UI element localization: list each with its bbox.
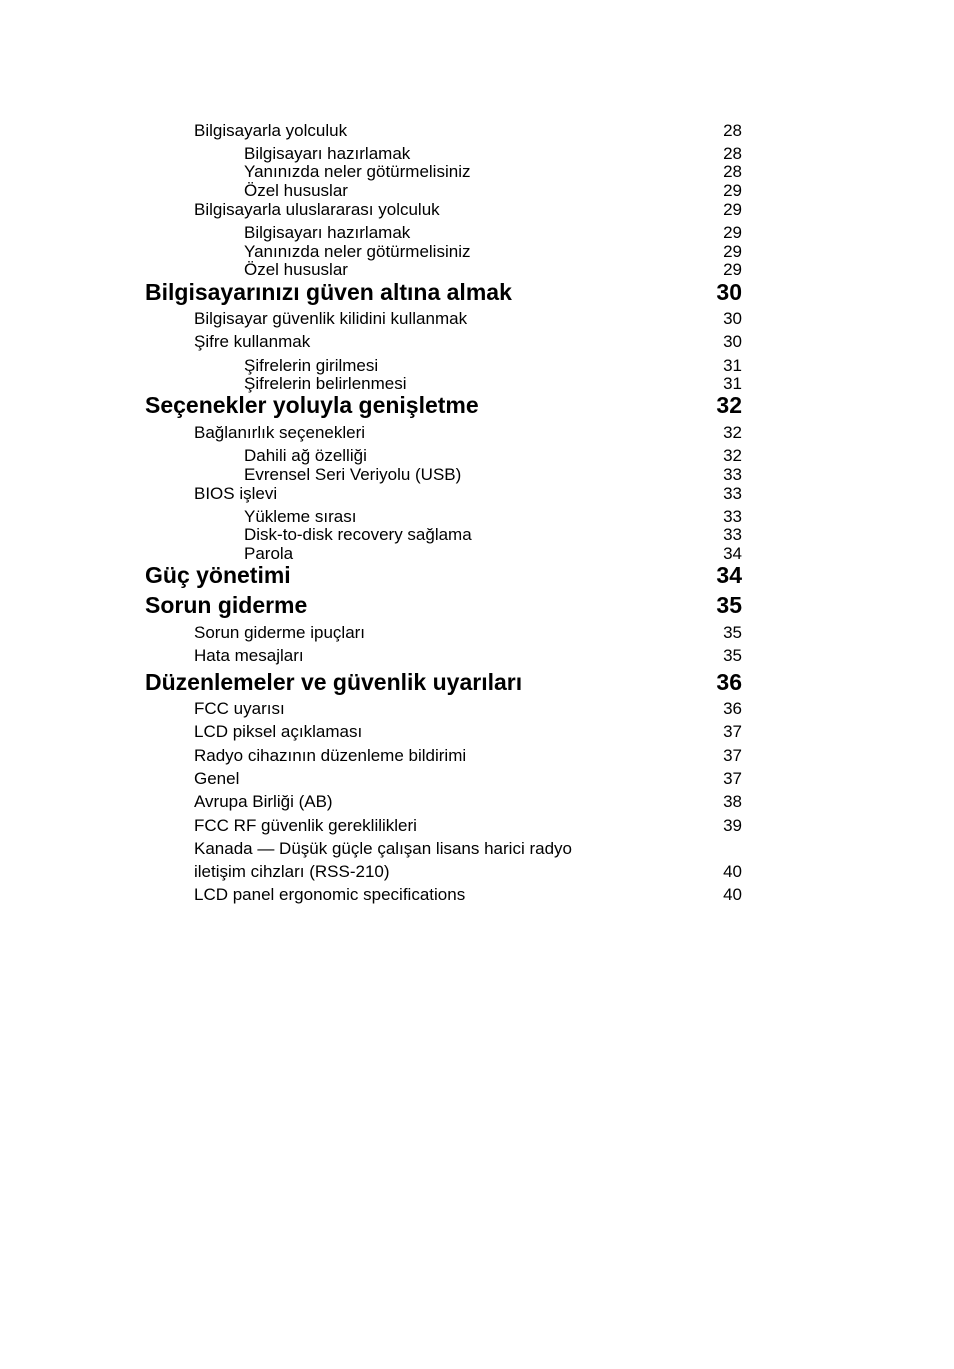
toc-entry-title: Hata mesajları [194,646,304,665]
toc-entry-title: Parola [244,544,294,563]
toc-entry-page: 37 [723,746,742,765]
toc-entry-title: FCC RF güvenlik gereklilikleri [194,816,417,835]
toc-section [194,484,742,504]
toc-section [194,423,742,443]
toc-entry-title: LCD panel ergonomic specifications [194,885,466,904]
toc-entry-page: 29 [723,223,742,242]
toc-subsection [244,242,742,262]
toc-entry-title: Sorun giderme [145,592,308,618]
toc-entry-page: 30 [723,309,742,328]
toc-entry-page: 37 [723,769,742,788]
toc-entry-title: Yükleme sırası [244,507,357,526]
toc-subsection [244,507,742,527]
toc-entry-title: Güç yönetimi [145,562,291,588]
toc-entry-page: 31 [723,356,742,375]
toc-entry-title: Genel [194,769,240,788]
toc-chapter [145,392,742,418]
toc-entry-page: 34 [723,544,742,563]
toc-entry-title: Evrensel Seri Veriyolu (USB) [244,465,462,484]
toc-section [194,862,742,882]
toc-subsection [244,465,742,485]
toc-entry-title: Sorun giderme ipuçları [194,623,366,642]
toc-section [194,646,742,666]
toc-entry-page: 33 [723,484,742,503]
toc-entry-title: Avrupa Birliği (AB) [194,792,333,811]
toc-section [194,699,742,719]
toc-entry-title: Özel hususlar [244,181,348,200]
toc-section [194,746,742,766]
toc-entry-page: 33 [723,507,742,526]
toc-entry-page: 34 [716,562,742,588]
toc-entry-page: 38 [723,792,742,811]
toc-entry-page: 37 [723,722,742,741]
toc-subsection [244,260,742,280]
toc-subsection [244,374,742,394]
toc-entry-title: Bilgisayar güvenlik kilidini kullanmak [194,309,468,328]
toc-subsection [244,144,742,164]
toc-chapter [145,562,742,588]
toc-entry-title: Radyo cihazının düzenleme bildirimi [194,746,467,765]
toc-entry-page: 32 [716,392,742,418]
toc-subsection [244,223,742,243]
toc-entry-page: 35 [723,646,742,665]
toc-entry-page: 39 [723,816,742,835]
toc-entry-page: 28 [723,144,742,163]
toc-subsection [244,446,742,466]
toc-chapter [145,669,742,695]
toc-chapter [145,592,742,618]
toc-entry-title: Yanınızda neler götürmelisiniz [244,242,471,261]
toc-entry-title: Bilgisayarla uluslararası yolculuk [194,200,440,219]
toc-entry-title: Kanada — Düşük güçle çalışan lisans harici radyo [194,839,572,858]
toc-section [194,200,742,220]
toc-entry-title: Dahili ağ özelliği [244,446,367,465]
toc-section [194,121,742,141]
toc-section [194,623,742,643]
toc-entry-title: Disk-to-disk recovery sağlama [244,525,472,544]
toc-entry-page: 32 [723,446,742,465]
toc-section [194,769,742,789]
toc-entry-title: Bilgisayarla yolculuk [194,121,348,140]
toc-entry-title: BIOS işlevi [194,484,278,503]
toc-chapter [145,279,742,305]
toc-entry-page: 33 [723,465,742,484]
toc-entry-page: 30 [723,332,742,351]
toc-section [194,722,742,742]
toc-section [194,309,742,329]
toc-entry-page: 29 [723,242,742,261]
toc-entry-page: 40 [723,885,742,904]
toc-subsection [244,356,742,376]
toc-entry-page: 36 [716,669,742,695]
toc-entry-page: 35 [723,623,742,642]
toc-entry-page: 32 [723,423,742,442]
toc-subsection [244,162,742,182]
toc-entry-page: 36 [723,699,742,718]
toc-section [194,885,742,905]
toc-section [194,792,742,812]
toc-entry-title: Şifrelerin belirlenmesi [244,374,407,393]
toc-subsection [244,544,742,564]
toc-entry-page: 31 [723,374,742,393]
toc-entry-title: Şifre kullanmak [194,332,311,351]
toc-entry-page: 33 [723,525,742,544]
toc-entry-title: Seçenekler yoluyla genişletme [145,392,479,418]
toc-entry-title: Bağlanırlık seçenekleri [194,423,366,442]
toc-entry-title: Bilgisayarınızı güven altına almak [145,279,512,305]
toc-section [194,816,742,836]
toc-entry-page: 29 [723,260,742,279]
toc-section [194,839,742,859]
toc-entry-title: Bilgisayarı hazırlamak [244,223,411,242]
toc-entry-title: FCC uyarısı [194,699,285,718]
toc-entry-page: 28 [723,162,742,181]
toc-entry-page: 40 [723,862,742,881]
toc-entry-page: 28 [723,121,742,140]
toc-entry-page: 29 [723,200,742,219]
toc-entry-title: Düzenlemeler ve güvenlik uyarıları [145,669,523,695]
toc-subsection [244,181,742,201]
toc-entry-page: 29 [723,181,742,200]
toc-entry-page: 35 [716,592,742,618]
toc-entry-title: LCD piksel açıklaması [194,722,363,741]
toc-entry-title: Yanınızda neler götürmelisiniz [244,162,471,181]
toc-entry-title: Özel hususlar [244,260,348,279]
toc-entry-page: 30 [716,279,742,305]
toc-entry-title: Şifrelerin girilmesi [244,356,379,375]
toc-section [194,332,742,352]
toc-entry-title: iletişim cihzları (RSS-210) [194,862,390,881]
toc-entry-title: Bilgisayarı hazırlamak [244,144,411,163]
toc-subsection [244,525,742,545]
